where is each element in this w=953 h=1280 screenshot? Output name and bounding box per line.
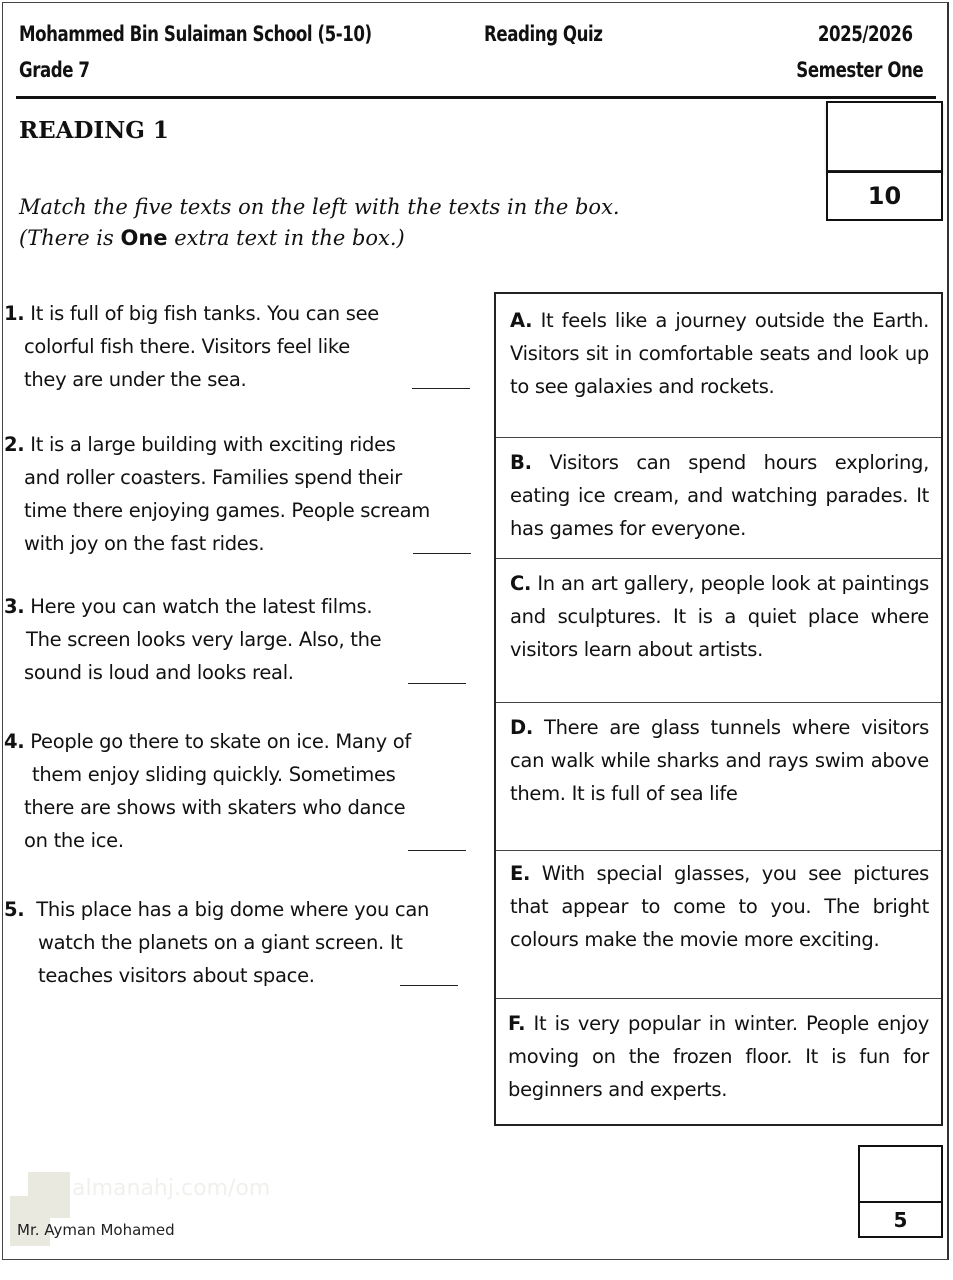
question-2 bbox=[4, 428, 430, 560]
option-a: A. It feels like a journey outside the Earth. Visitors sit in comfortable seats and look up to see galaxies and rockets. bbox=[496, 294, 941, 438]
option-letter: F bbox=[508, 1012, 519, 1035]
question-line: time there enjoying games. People scream bbox=[24, 499, 430, 522]
question-line: on the ice. bbox=[24, 829, 124, 852]
school-name: Mohammed Bin Sulaiman School (5-10) bbox=[19, 22, 372, 46]
option-b: B. Visitors can spend hours exploring, eating ice cream, and watching parades. It has games for everyone. bbox=[496, 438, 941, 559]
question-dot: . bbox=[17, 595, 25, 618]
question-number: 5 bbox=[4, 898, 18, 921]
option-e: E. With special glasses, you see pictures that appear to come to you. The bright colours make the movie more exciting. bbox=[496, 851, 941, 999]
section-title: READING 1 bbox=[19, 117, 169, 144]
question-dot: . bbox=[17, 898, 25, 921]
page-max-score: 5 bbox=[893, 1207, 908, 1232]
question-dot: . bbox=[17, 433, 25, 456]
question-dot: . bbox=[17, 730, 25, 753]
semester-label: Semester One bbox=[796, 58, 923, 82]
option-text: Visitors can spend hours exploring, eating ice cream, and watching parades. It has games for everyone. bbox=[510, 451, 930, 540]
question-line: It is full of big fish tanks. You can see bbox=[30, 302, 379, 325]
question-line: with joy on the fast rides. bbox=[24, 532, 265, 555]
question-line: them enjoy sliding quickly. Sometimes bbox=[32, 763, 396, 786]
option-text: In an art gallery, people look at paintings and sculptures. It is a quiet place where visitors learn about artists. bbox=[510, 572, 930, 661]
option-letter: C bbox=[510, 572, 525, 595]
watermark-text: almanahj.com/om bbox=[72, 1176, 271, 1201]
option-letter: D bbox=[510, 716, 526, 739]
instruction-line-2 bbox=[19, 223, 405, 254]
question-line: It is a large building with exciting rides bbox=[30, 433, 396, 456]
option-letter: B bbox=[510, 451, 525, 474]
question-line: People go there to skate on ice. Many of bbox=[30, 730, 411, 753]
page-score-input-box[interactable] bbox=[858, 1145, 943, 1203]
option-text: It feels like a journey outside the Earth. Visitors sit in comfortable seats and look up to see galaxies and rockets. bbox=[510, 309, 929, 398]
question-3 bbox=[4, 590, 381, 689]
question-4 bbox=[4, 725, 411, 857]
question-number: 3 bbox=[4, 595, 18, 618]
answer-blank-1[interactable] bbox=[412, 388, 470, 389]
option-letter: A bbox=[510, 309, 526, 332]
option-text: With special glasses, you see pictures that appear to come to you. The bright colours make the movie more exciting. bbox=[510, 862, 930, 951]
question-line: watch the planets on a giant screen. It bbox=[38, 931, 403, 954]
instruction-emphasis: One bbox=[120, 226, 168, 250]
question-line: there are shows with skaters who dance bbox=[24, 796, 406, 819]
quiz-title: Reading Quiz bbox=[484, 22, 603, 46]
instruction-text: (There is bbox=[19, 226, 121, 250]
question-number: 4 bbox=[4, 730, 18, 753]
question-number: 2 bbox=[4, 433, 18, 456]
question-line: sound is loud and looks real. bbox=[24, 661, 294, 684]
question-line: and roller coasters. Families spend their bbox=[24, 466, 403, 489]
grade-label: Grade 7 bbox=[19, 58, 90, 82]
question-line: they are under the sea. bbox=[24, 368, 247, 391]
answer-blank-4[interactable] bbox=[408, 850, 466, 851]
question-1 bbox=[4, 297, 379, 396]
score-input-box[interactable] bbox=[826, 101, 943, 173]
instruction-text: extra text in the box.) bbox=[167, 226, 405, 250]
answer-blank-3[interactable] bbox=[408, 683, 466, 684]
question-line: teaches visitors about space. bbox=[38, 964, 315, 987]
question-line: colorful fish there. Visitors feel like bbox=[24, 335, 350, 358]
option-f: F. It is very popular in winter. People enjoy moving on the frozen floor. It is fun for beginners and experts. bbox=[508, 1012, 930, 1101]
question-5 bbox=[4, 893, 429, 992]
question-dot: . bbox=[17, 302, 25, 325]
question-line: This place has a big dome where you can bbox=[36, 898, 430, 921]
answer-blank-5[interactable] bbox=[400, 985, 458, 986]
options-box bbox=[494, 292, 943, 1126]
option-c: C. In an art gallery, people look at paintings and sculptures. It is a quiet place where visitors learn about artists. bbox=[496, 559, 941, 703]
question-line: The screen looks very large. Also, the bbox=[26, 628, 382, 651]
school-year: 2025/2026 bbox=[818, 22, 913, 46]
header-divider bbox=[16, 96, 936, 99]
option-d: D. There are glass tunnels where visitors can walk while sharks and rays swim above them. It is full of sea life bbox=[496, 703, 941, 851]
max-score: 10 bbox=[867, 182, 902, 210]
option-text: There are glass tunnels where visitors can walk while sharks and rays swim above them. It is full of sea life bbox=[510, 716, 929, 805]
instruction-line-1: Match the five texts on the left with the texts in the box. bbox=[19, 195, 620, 219]
option-letter: E bbox=[510, 862, 524, 885]
question-line: Here you can watch the latest films. bbox=[30, 595, 373, 618]
option-text: It is very popular in winter. People enjoy moving on the frozen floor. It is fun for beginners and experts. bbox=[508, 1012, 930, 1101]
question-number: 1 bbox=[4, 302, 18, 325]
author-name: Mr. Ayman Mohamed bbox=[17, 1221, 175, 1239]
answer-blank-2[interactable] bbox=[413, 553, 471, 554]
